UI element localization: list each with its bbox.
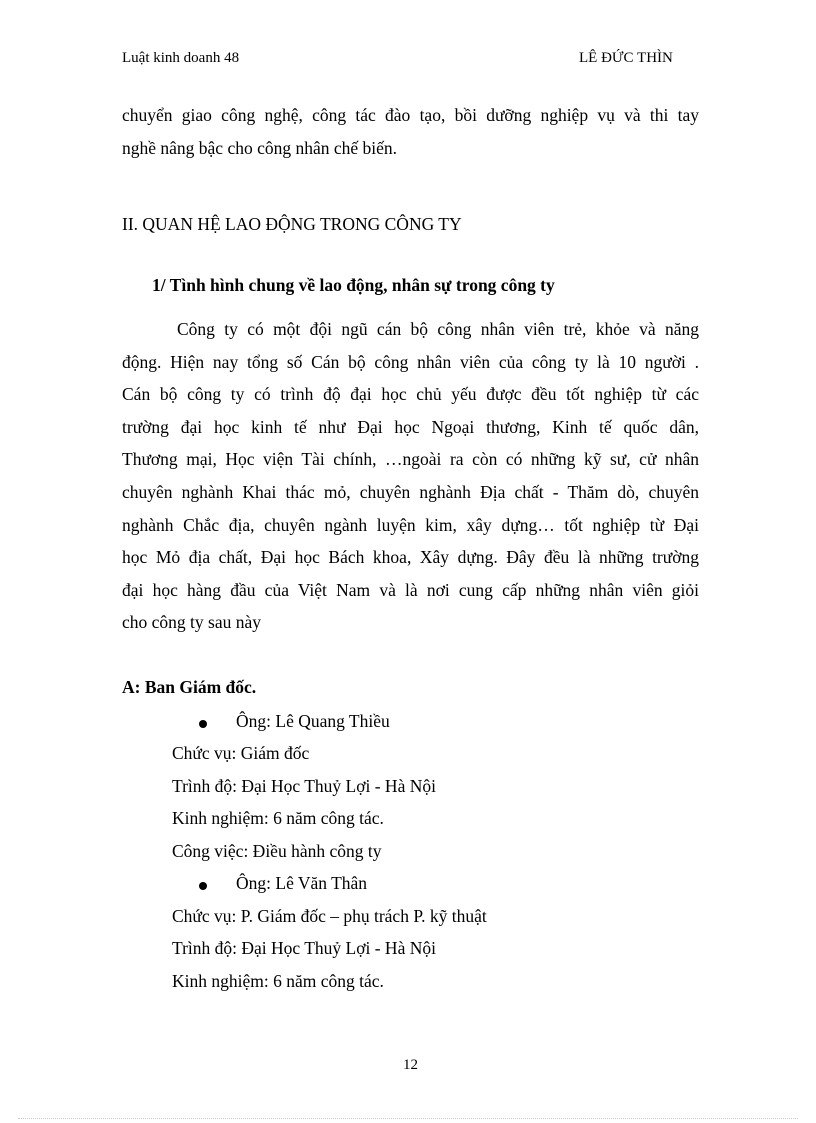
body-line: cho công ty sau này — [122, 612, 261, 633]
person2-name: Ông: Lê Văn Thân — [236, 873, 368, 893]
bullet-icon — [199, 882, 207, 890]
person1-job: Công việc: Điều hành công ty — [172, 841, 382, 861]
person1-name: Ông: Lê Quang Thiều — [236, 711, 390, 731]
subsection-title: 1/ Tình hình chung về lao động, nhân sự trong công ty — [152, 275, 555, 295]
intro-line: nghề nâng bậc cho công nhân chế biến. — [122, 137, 398, 158]
header-right: LÊ ĐỨC THÌN — [579, 50, 673, 66]
person1-role: Chức vụ: Giám đốc — [172, 743, 310, 763]
header-left: Luật kinh doanh 48 — [122, 50, 240, 66]
body-line: nghành Chắc địa, chuyên ngành luyện kim, xây dựng… tốt nghiệp từ Đại — [122, 514, 699, 535]
body-line: đại học hàng đầu của Việt Nam và là nơi cung cấp những nhân viên giỏi — [122, 579, 699, 600]
intro-paragraph — [122, 99, 699, 164]
body-line: chuyên nghành Khai thác mỏ, chuyên nghành Địa chất - Thăm dò, chuyên — [122, 481, 699, 502]
bullet-icon — [199, 720, 207, 728]
person2-experience: Kinh nghiệm: 6 năm công tác. — [172, 971, 384, 991]
person1-experience: Kinh nghiệm: 6 năm công tác. — [172, 808, 384, 828]
person1-education: Trình độ: Đại Học Thuỷ Lợi - Hà Nội — [172, 776, 436, 796]
body-line: trường đại học kinh tế như Đại học Ngoại thương, Kinh tế quốc dân, — [122, 416, 699, 437]
body-line: Công ty có một đội ngũ cán bộ công nhân viên trẻ, khỏe và năng — [177, 319, 699, 339]
page-boundary-divider — [18, 1118, 798, 1119]
board-title: A: Ban Giám đốc. — [122, 677, 257, 697]
body-line: Cán bộ công ty có trình độ đại học chủ yếu được đều tốt nghiệp từ các — [122, 384, 699, 405]
body-line: động. Hiện nay tổng số Cán bộ công nhân viên của công ty là 10 người . — [122, 351, 699, 372]
body-line: Thương mại, Học viện Tài chính, …ngoài ra còn có những kỹ sư, cử nhân — [122, 449, 699, 470]
person2-role: Chức vụ: P. Giám đốc – phụ trách P. kỹ thuật — [172, 906, 487, 926]
person2-education: Trình độ: Đại Học Thuỷ Lợi - Hà Nội — [172, 938, 436, 958]
body-line: học Mỏ địa chất, Đại học Bách khoa, Xây dựng. Đây đều là những trường — [122, 547, 699, 568]
page-number: 12 — [403, 1057, 418, 1073]
section-title: II. QUAN HỆ LAO ĐỘNG TRONG CÔNG TY — [122, 214, 462, 234]
intro-line: chuyển giao công nghệ, công tác đào tạo, bồi dưỡng nghiệp vụ và thi tay — [122, 105, 699, 125]
body-paragraph — [122, 313, 699, 639]
